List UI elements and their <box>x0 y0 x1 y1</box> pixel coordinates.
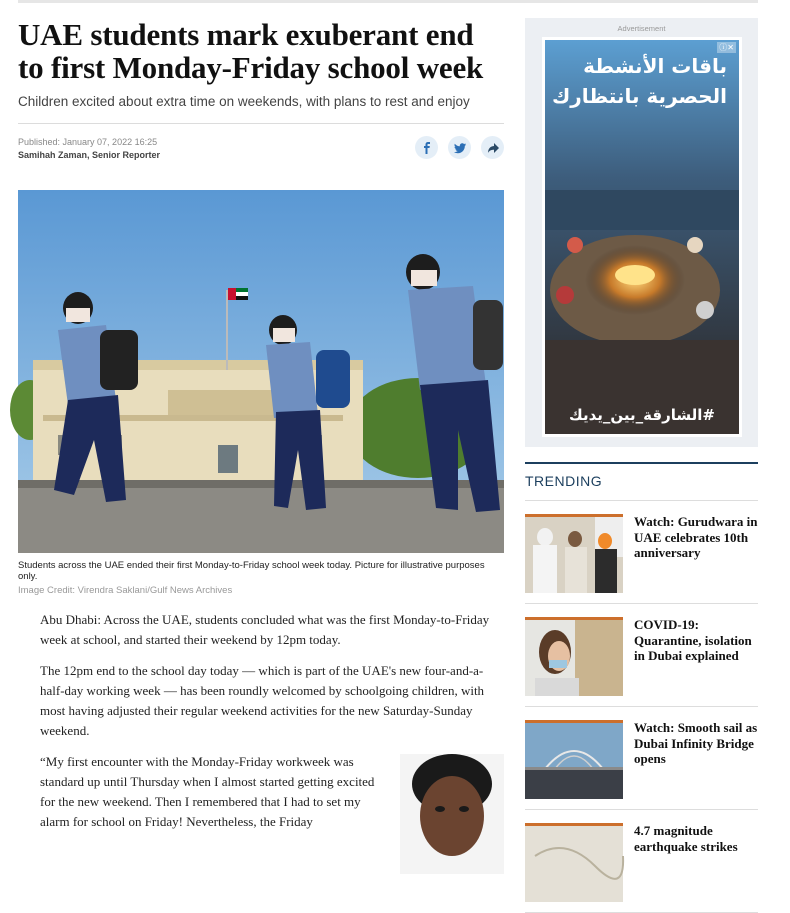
facebook-share-button[interactable] <box>415 136 438 159</box>
trending-item[interactable] <box>525 604 758 707</box>
advertisement <box>525 18 758 447</box>
ad-banner[interactable] <box>542 37 742 437</box>
image-credit: Image Credit: Virendra Saklani/Gulf News Archives <box>18 585 233 596</box>
trending-item[interactable] <box>525 810 758 913</box>
share-buttons <box>415 136 504 159</box>
published-date: Published: January 07, 2022 16:25 <box>18 137 158 147</box>
share-icon <box>487 142 499 154</box>
trending-headline[interactable]: 4.7 magnitude earthquake strikes <box>634 823 738 854</box>
paragraph-quote: “My first encounter with the Monday-Friday workweek was standard up until Thursday when I almost started getting excited for the new weekend. Then I remembered that I had to set my alarm for school on Friday! Nevertheless, the Friday <box>40 754 375 829</box>
twitter-share-button[interactable] <box>448 136 471 159</box>
quote-block <box>40 752 504 832</box>
trending-thumbnail[interactable] <box>525 823 623 899</box>
trending-item[interactable] <box>525 501 758 604</box>
more-share-button[interactable] <box>481 136 504 159</box>
paragraph: Abu Dhabi: Across the UAE, students concluded what was the first Monday-to-Friday week at school, and started their weekend by 12pm today. <box>40 612 490 647</box>
twitter-icon <box>454 142 466 154</box>
author-byline[interactable]: Samihah Zaman, Senior Reporter <box>18 150 161 160</box>
image-caption: Students across the UAE ended their first Monday-to-Friday school week today. Picture for illustrative purposes only. <box>18 560 485 582</box>
trending-thumbnail[interactable] <box>525 514 623 590</box>
student-portrait <box>400 754 504 874</box>
trending-headline[interactable]: Watch: Gurudwara in UAE celebrates 10th anniversary <box>634 514 758 560</box>
trending-item[interactable] <box>525 707 758 810</box>
article-headline: UAE students mark exuberant end to first Monday-Friday school week <box>18 17 484 85</box>
top-border <box>18 0 758 3</box>
article-subhead: Children excited about extra time on weekends, with plans to rest and enjoy <box>18 94 470 109</box>
trending-thumbnail[interactable] <box>525 617 623 693</box>
hero-image <box>18 190 504 553</box>
article <box>18 17 504 829</box>
divider <box>18 123 504 124</box>
trending-thumbnail[interactable] <box>525 720 623 796</box>
article-meta <box>18 134 504 178</box>
facebook-icon <box>421 142 433 154</box>
trending-headline[interactable]: COVID-19: Quarantine, isolation in Dubai explained <box>634 617 752 663</box>
trending-headline[interactable]: Watch: Smooth sail as Dubai Infinity Bridge opens <box>634 720 758 766</box>
trending-title: TRENDING <box>525 464 758 501</box>
ad-headline-line1: باقات الأنشطة <box>583 54 727 78</box>
ad-choices-close-icon[interactable]: ⓘ✕ <box>719 43 734 52</box>
ad-hashtag: #الشارقة_بين_يديك <box>569 406 715 424</box>
ad-label: Advertisement <box>617 24 666 33</box>
paragraph: The 12pm end to the school day today — which is part of the UAE's new four-and-a-half-day working week — has been roundly welcomed by schoolgoing children, with most having adjusted their regular weekend activities for the new Saturday-Sunday weekend. <box>40 663 485 738</box>
sidebar <box>525 18 758 913</box>
article-body <box>40 610 504 843</box>
ad-headline-line2: الحصرية بانتظارك <box>551 84 727 108</box>
